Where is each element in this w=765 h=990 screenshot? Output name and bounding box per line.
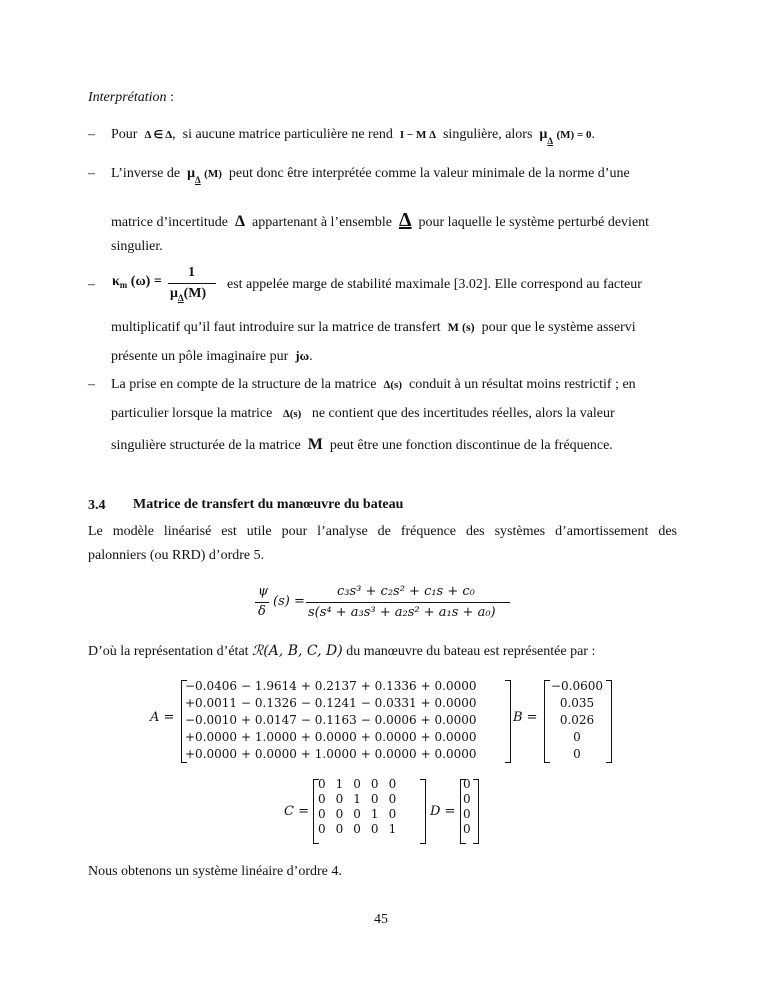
- bullet-dash: –: [88, 377, 95, 392]
- matrix-c: [313, 777, 401, 837]
- bullet-dash: –: [88, 127, 95, 142]
- matrix-cell: + 0.0000: [420, 696, 477, 710]
- tf-lhs-num: ψ: [258, 584, 269, 599]
- matrix-cell: − 0.1241: [300, 696, 357, 710]
- matrix-cell: 0: [353, 822, 361, 836]
- matrix-cell: 0: [573, 730, 581, 744]
- matrix-cell: 0: [318, 792, 326, 806]
- matrix-row: [313, 792, 401, 807]
- matrix-row: [313, 822, 401, 837]
- matrix-cell: 0: [318, 777, 326, 791]
- matrix-cell: 0: [370, 792, 379, 806]
- matrix-d-label: D =: [430, 804, 456, 819]
- matrix-cell: 0.035: [559, 696, 595, 710]
- matrix-row: [183, 695, 478, 712]
- matrix-cell: 0: [353, 777, 361, 791]
- matrix-cell: 0: [573, 747, 581, 761]
- matrix-cell: − 0.0331: [360, 696, 417, 710]
- matrix-cell: + 0.0000: [360, 747, 417, 761]
- bullet-3-line-3: présente un pôle imaginaire pur jω.: [111, 348, 313, 364]
- tf-denominator: s(s⁴ + a₃s³ + a₂s² + a₁s + a₀): [308, 605, 496, 620]
- matrix-row: [183, 729, 478, 746]
- bullet-1: Pour Δ ∈ Δ, si aucune matrice particulière ne rend I − M Δ singulière, alors $\mu_\Delta$ (M) = 0.: [111, 127, 595, 146]
- matrix-cell: + 0.0000: [360, 730, 417, 744]
- matrix-cell: + 0.0000: [300, 730, 357, 744]
- matrix-cell: − 0.0006: [360, 713, 417, 727]
- matrix-cell: + 0.0000: [420, 679, 477, 693]
- bullet-4-line-3: singulière structurée de la matrice M peut être une fonction discontinue de la fréquence.: [111, 436, 613, 453]
- matrix-row: [546, 746, 608, 763]
- matrix-cell: 0: [318, 822, 326, 836]
- matrix-b: [546, 678, 608, 763]
- matrix-cell: 1: [335, 777, 344, 791]
- matrix-cell: 0: [388, 792, 397, 806]
- matrix-a-right-bracket: [505, 680, 511, 763]
- interpretation-heading: Interprétation :: [88, 90, 174, 105]
- matrix-a: [183, 678, 478, 763]
- matrix-row: [461, 807, 473, 822]
- matrix-b-right-bracket: [606, 680, 612, 763]
- matrix-row: [546, 729, 608, 746]
- state-sentence: D’où la représentation d’état ℛ(A, B, C, D) du manœuvre du bateau est représentée par :: [88, 643, 596, 659]
- matrix-c-right-bracket: [420, 779, 426, 844]
- matrix-cell: + 0.0000: [420, 747, 477, 761]
- matrix-row: [183, 712, 478, 729]
- matrix-cell: 0: [370, 822, 379, 836]
- bullet-4-line-2: particulier lorsque la matrice Δ(s) ne contient que des incertitudes réelles, alors la valeur: [111, 406, 615, 421]
- matrix-row: [461, 792, 473, 807]
- matrix-cell: −0.0010: [185, 713, 238, 727]
- matrix-d-right-bracket: [473, 779, 479, 844]
- kappa-fraction-bar: [168, 283, 216, 284]
- conclusion-sentence: Nous obtenons un système linéaire d’ordre 4.: [88, 864, 342, 879]
- bullet-2-line-1: L’inverse de $\mu_\Delta$ (M) peut donc être interprétée comme la valeur minimale de la norme d’une: [111, 166, 630, 185]
- matrix-cell: 0: [463, 792, 471, 806]
- page-number: 45: [374, 912, 388, 927]
- matrix-row: [546, 712, 608, 729]
- matrix-d: [461, 777, 473, 837]
- matrix-cell: −0.0600: [550, 679, 604, 693]
- matrix-cell: 0.026: [559, 713, 595, 727]
- tf-lhs-den: δ: [258, 604, 266, 619]
- bullet-3-line-1: est appelée marge de stabilité maximale [3.02]. Elle correspond au facteur: [227, 277, 642, 292]
- matrix-cell: 0: [463, 777, 471, 791]
- tf-lhs-bar: [255, 602, 269, 603]
- tf-numerator: c₃s³ + c₂s² + c₁s + c₀: [337, 584, 475, 599]
- matrix-row: [461, 822, 473, 837]
- matrix-a-label: A =: [150, 710, 175, 725]
- matrix-cell: + 0.0000: [420, 713, 477, 727]
- matrix-c-label: C =: [284, 804, 309, 819]
- matrix-cell: 0: [335, 822, 344, 836]
- matrix-cell: 0: [463, 807, 471, 821]
- matrix-row: [546, 678, 608, 695]
- matrix-cell: + 1.0000: [300, 747, 357, 761]
- matrix-cell: 0: [335, 792, 344, 806]
- matrix-cell: + 0.0000: [241, 747, 297, 761]
- section-number: 3.4: [88, 498, 106, 513]
- matrix-cell: 0: [335, 807, 344, 821]
- tf-bar: [306, 602, 510, 603]
- matrix-cell: +0.0011: [185, 696, 238, 710]
- matrix-cell: 0: [370, 777, 379, 791]
- tf-lhs-arg: (s) =: [273, 594, 305, 609]
- matrix-cell: + 0.2137: [300, 679, 357, 693]
- matrix-cell: − 1.9614: [241, 679, 297, 693]
- matrix-cell: + 0.0147: [241, 713, 297, 727]
- matrix-cell: −0.0406: [185, 679, 238, 693]
- matrix-cell: − 0.1326: [241, 696, 297, 710]
- matrix-cell: 0: [353, 807, 361, 821]
- matrix-cell: + 0.1336: [360, 679, 417, 693]
- paragraph-line-1: Le modèle linéarisé est utile pour l’analyse de fréquence des systèmes d’amortissement des: [88, 524, 677, 539]
- bullet-2-line-3: singulier.: [111, 239, 163, 254]
- matrix-row: [313, 777, 401, 792]
- matrix-cell: 0: [388, 777, 397, 791]
- matrix-cell: 0: [388, 807, 397, 821]
- matrix-cell: +0.0000: [185, 730, 238, 744]
- matrix-row: [546, 695, 608, 712]
- matrix-row: [183, 678, 478, 695]
- kappa-symbol: $\kappa_m$ (ω) =: [112, 274, 162, 290]
- bullet-2-line-2: matrice d’incertitude Δ appartenant à l’ensemble Δ pour laquelle le système perturbé devient: [111, 209, 650, 231]
- matrix-cell: 1: [388, 822, 397, 836]
- matrix-cell: 1: [370, 807, 379, 821]
- section-title: Matrice de transfert du manœuvre du bateau: [133, 497, 404, 512]
- matrix-cell: + 1.0000: [241, 730, 297, 744]
- matrix-cell: +0.0000: [185, 747, 238, 761]
- matrix-cell: − 0.1163: [300, 713, 357, 727]
- bullet-dash: –: [88, 277, 95, 292]
- matrix-cell: 1: [353, 792, 361, 806]
- matrix-b-label: B =: [513, 710, 538, 725]
- bullet-3-line-2: multiplicatif qu’il faut introduire sur la matrice de transfert M (s) pour que le système asservi: [111, 320, 636, 335]
- matrix-row: [313, 807, 401, 822]
- matrix-cell: + 0.0000: [420, 730, 477, 744]
- matrix-cell: 0: [463, 822, 471, 836]
- kappa-denominator: $\mu_\Delta(M)$: [170, 286, 207, 303]
- matrix-cell: 0: [318, 807, 326, 821]
- bullet-4-line-1: La prise en compte de la structure de la matrice Δ(s) conduit à un résultat moins restrictif ; en: [111, 377, 636, 392]
- matrix-row: [183, 746, 478, 763]
- matrix-row: [461, 777, 473, 792]
- paragraph-line-2: palonniers (ou RRD) d’ordre 5.: [88, 548, 265, 563]
- bullet-dash: –: [88, 166, 95, 181]
- kappa-numerator: 1: [188, 265, 195, 280]
